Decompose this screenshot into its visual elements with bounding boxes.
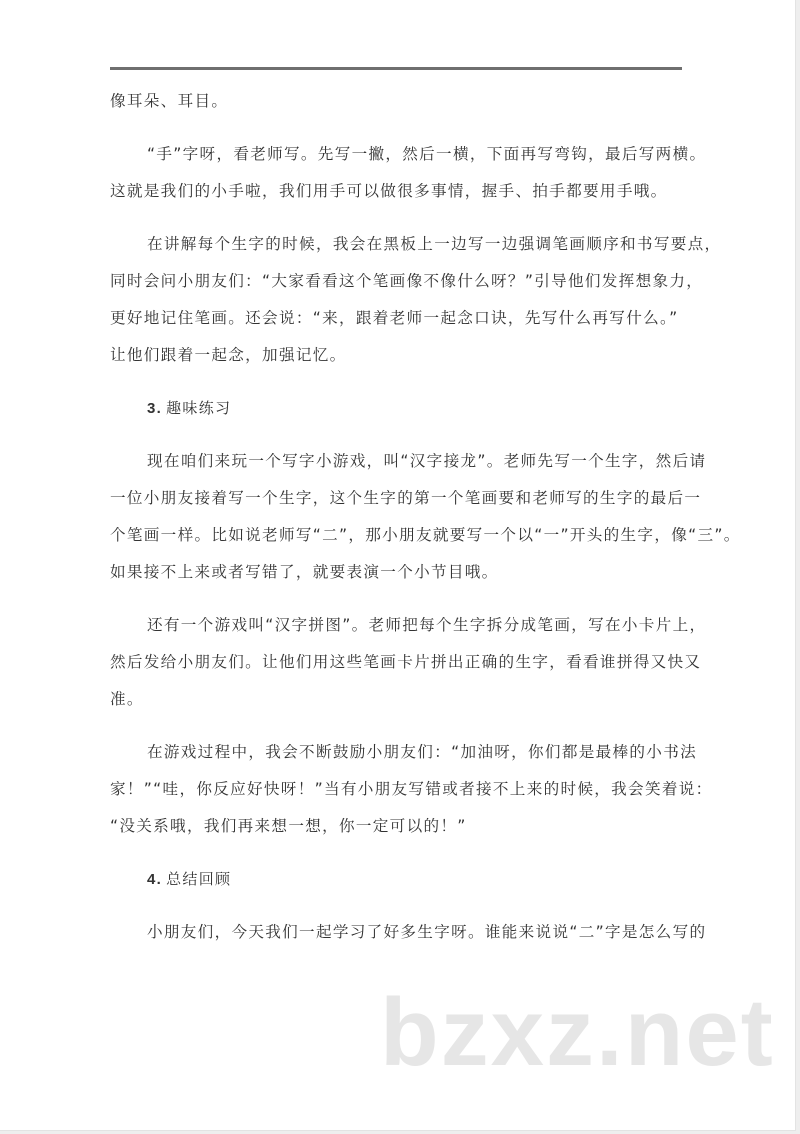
section-heading bbox=[110, 390, 685, 427]
text-line: 一位小朋友接着写一个生字，这个生字的第一个笔画要和老师写的生字的最后一 bbox=[110, 489, 702, 507]
section-heading bbox=[110, 861, 685, 898]
paragraph bbox=[110, 226, 722, 374]
paragraph bbox=[110, 607, 707, 718]
section-title: 趣味练习 bbox=[166, 399, 232, 417]
section-number: 4. bbox=[147, 871, 163, 888]
paragraph bbox=[110, 136, 707, 210]
text-line: 同时会问小朋友们：“大家看看这个笔画像不像什么呀？”引导他们发挥想象力， bbox=[110, 272, 704, 290]
text-line: “手”字呀，看老师写。先写一撇，然后一横，下面再写弯钩，最后写两横。 bbox=[147, 145, 707, 163]
watermark: bzxz.net bbox=[380, 979, 775, 1086]
text-line: 在游戏过程中，我会不断鼓励小朋友们：“加油呀，你们都是最棒的小书法 bbox=[147, 743, 697, 761]
text-line: 然后发给小朋友们。让他们用这些笔画卡片拼出正确的生字，看看谁拼得又快又 bbox=[110, 653, 702, 671]
section-number: 3. bbox=[147, 400, 163, 417]
paragraph bbox=[110, 914, 707, 951]
paragraph bbox=[110, 83, 685, 120]
text-line: 让他们跟着一起念，加强记忆。 bbox=[110, 346, 347, 364]
text-line: 还有一个游戏叫“汉字拼图”。老师把每个生字拆分成笔画，写在小卡片上， bbox=[147, 616, 707, 634]
text-line: 家！”“哇，你反应好快呀！”当有小朋友写错或者接不上来的时候，我会笑着说： bbox=[110, 780, 713, 798]
text-line: 个笔画一样。比如说老师写“二”，那小朋友就要写一个以“一”开头的生字，像“三”。 bbox=[110, 526, 741, 544]
text-line: 小朋友们，今天我们一起学习了好多生字呀。谁能来说说“二”字是怎么写的 bbox=[147, 923, 707, 941]
text-line: 准。 bbox=[110, 690, 144, 708]
text-line: 更好地记住笔画。还会说：“来，跟着老师一起念口诀，先写什么再写什么。” bbox=[110, 309, 679, 327]
text-line: 如果接不上来或者写错了，就要表演一个小节目哦。 bbox=[110, 563, 499, 581]
text-line: “没关系哦，我们再来想一想，你一定可以的！” bbox=[110, 817, 467, 835]
document-body bbox=[110, 83, 741, 951]
paragraph bbox=[110, 734, 713, 845]
text-line: 这就是我们的小手啦，我们用手可以做很多事情，握手、拍手都要用手哦。 bbox=[110, 182, 668, 200]
section-title: 总结回顾 bbox=[166, 870, 232, 888]
paragraph bbox=[110, 443, 741, 591]
text-line: 现在咱们来玩一个写字小游戏，叫“汉字接龙”。老师先写一个生字，然后请 bbox=[147, 452, 707, 470]
text-line: 在讲解每个生字的时候，我会在黑板上一边写一边强调笔画顺序和书写要点， bbox=[147, 235, 722, 253]
header-rule bbox=[110, 67, 682, 70]
text-line: 像耳朵、耳目。 bbox=[110, 92, 229, 110]
